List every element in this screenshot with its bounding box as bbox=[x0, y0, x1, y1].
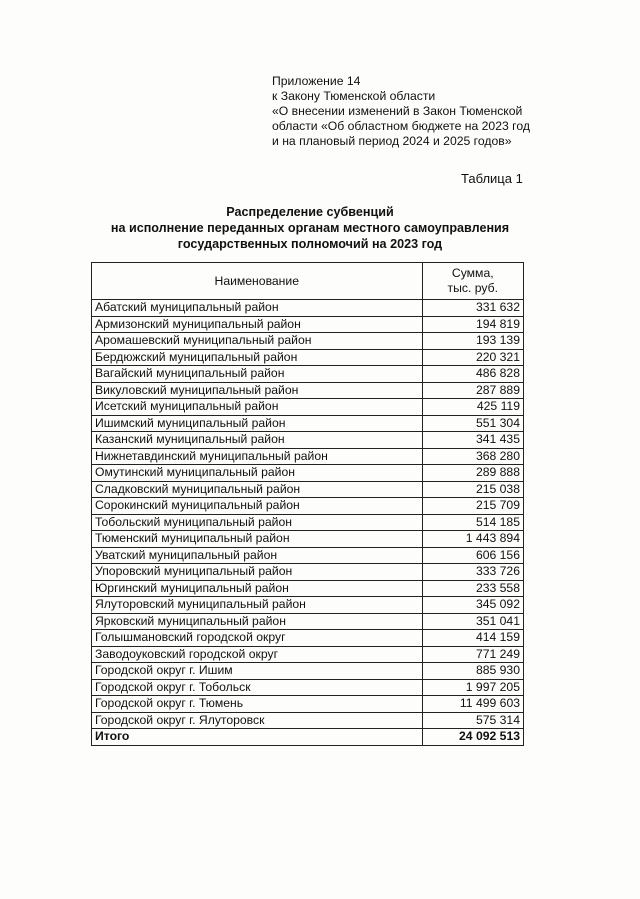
row-sum: 11 499 603 bbox=[422, 696, 523, 713]
table-row bbox=[92, 514, 524, 531]
row-sum: 215 038 bbox=[422, 481, 523, 498]
row-sum: 331 632 bbox=[422, 300, 523, 317]
document-heading bbox=[90, 204, 530, 252]
row-sum: 289 888 bbox=[422, 465, 523, 482]
table-row bbox=[92, 465, 524, 482]
table-row bbox=[92, 366, 524, 383]
header-sum-line: тыс. руб. bbox=[447, 281, 498, 295]
row-sum: 771 249 bbox=[422, 646, 523, 663]
row-sum: 333 726 bbox=[422, 564, 523, 581]
table-number: Таблица 1 bbox=[461, 171, 523, 186]
heading-line: на исполнение переданных органам местного самоуправления bbox=[110, 221, 510, 235]
row-name: Городской округ г. Тюмень bbox=[92, 696, 423, 713]
row-sum: 1 443 894 bbox=[422, 531, 523, 548]
header-sum bbox=[422, 263, 523, 300]
table-row bbox=[92, 564, 524, 581]
row-name: Уватский муниципальный район bbox=[92, 547, 423, 564]
row-name: Ялуторовский муниципальный район bbox=[92, 597, 423, 614]
row-name: Юргинский муниципальный район bbox=[92, 580, 423, 597]
row-sum: 575 314 bbox=[422, 712, 523, 729]
appendix-line: «О внесении изменений в Закон Тюменской bbox=[272, 104, 523, 118]
row-sum: 606 156 bbox=[422, 547, 523, 564]
row-name: Голышмановский городской округ bbox=[92, 630, 423, 647]
table-header-row bbox=[92, 263, 524, 300]
row-sum: 215 709 bbox=[422, 498, 523, 515]
row-name: Сорокинский муниципальный район bbox=[92, 498, 423, 515]
heading-line: Распределение субвенций bbox=[226, 205, 394, 219]
row-sum: 287 889 bbox=[422, 382, 523, 399]
table-row bbox=[92, 448, 524, 465]
table-row bbox=[92, 630, 524, 647]
row-sum: 425 119 bbox=[422, 399, 523, 416]
row-sum: 351 041 bbox=[422, 613, 523, 630]
row-name: Абатский муниципальный район bbox=[92, 300, 423, 317]
row-name: Омутинский муниципальный район bbox=[92, 465, 423, 482]
header-sum-line: Сумма, bbox=[451, 266, 494, 280]
row-name: Армизонский муниципальный район bbox=[92, 316, 423, 333]
row-sum: 194 819 bbox=[422, 316, 523, 333]
appendix-line: и на плановый период 2024 и 2025 годов» bbox=[272, 134, 512, 148]
table-row bbox=[92, 679, 524, 696]
row-sum: 414 159 bbox=[422, 630, 523, 647]
row-sum: 233 558 bbox=[422, 580, 523, 597]
row-sum: 368 280 bbox=[422, 448, 523, 465]
total-sum: 24 092 513 bbox=[422, 729, 523, 746]
row-sum: 193 139 bbox=[422, 333, 523, 350]
row-name: Вагайский муниципальный район bbox=[92, 366, 423, 383]
header-name: Наименование bbox=[92, 263, 423, 300]
table-row bbox=[92, 531, 524, 548]
table-row bbox=[92, 432, 524, 449]
table-row bbox=[92, 316, 524, 333]
heading-line: государственных полномочий на 2023 год bbox=[177, 237, 443, 251]
row-name: Заводоуковский городской округ bbox=[92, 646, 423, 663]
total-label: Итого bbox=[92, 729, 423, 746]
table-row bbox=[92, 663, 524, 680]
table-row bbox=[92, 547, 524, 564]
table-row bbox=[92, 399, 524, 416]
row-sum: 514 185 bbox=[422, 514, 523, 531]
row-sum: 1 997 205 bbox=[422, 679, 523, 696]
row-sum: 486 828 bbox=[422, 366, 523, 383]
table-row bbox=[92, 712, 524, 729]
appendix-line: к Закону Тюменской области bbox=[272, 89, 436, 103]
row-name: Ишимский муниципальный район bbox=[92, 415, 423, 432]
appendix-line: области «Об областном бюджете на 2023 год bbox=[272, 119, 530, 133]
subventions-table bbox=[91, 262, 524, 746]
row-name: Нижнетавдинский муниципальный район bbox=[92, 448, 423, 465]
table-row bbox=[92, 580, 524, 597]
row-name: Городской округ г. Ишим bbox=[92, 663, 423, 680]
row-name: Викуловский муниципальный район bbox=[92, 382, 423, 399]
row-name: Городской округ г. Тобольск bbox=[92, 679, 423, 696]
total-row bbox=[92, 729, 524, 746]
row-name: Ярковский муниципальный район bbox=[92, 613, 423, 630]
table-row bbox=[92, 646, 524, 663]
row-name: Исетский муниципальный район bbox=[92, 399, 423, 416]
row-sum: 345 092 bbox=[422, 597, 523, 614]
table-row bbox=[92, 481, 524, 498]
appendix-line: Приложение 14 bbox=[272, 74, 361, 88]
appendix-note bbox=[272, 74, 572, 149]
row-name: Городской округ г. Ялуторовск bbox=[92, 712, 423, 729]
row-sum: 551 304 bbox=[422, 415, 523, 432]
row-sum: 220 321 bbox=[422, 349, 523, 366]
row-name: Тобольский муниципальный район bbox=[92, 514, 423, 531]
row-name: Тюменский муниципальный район bbox=[92, 531, 423, 548]
row-name: Упоровский муниципальный район bbox=[92, 564, 423, 581]
table-row bbox=[92, 415, 524, 432]
table-row bbox=[92, 696, 524, 713]
row-sum: 341 435 bbox=[422, 432, 523, 449]
table-row bbox=[92, 613, 524, 630]
row-name: Сладковский муниципальный район bbox=[92, 481, 423, 498]
table-body bbox=[92, 300, 524, 729]
table-row bbox=[92, 382, 524, 399]
row-sum: 885 930 bbox=[422, 663, 523, 680]
table-row bbox=[92, 300, 524, 317]
row-name: Казанский муниципальный район bbox=[92, 432, 423, 449]
table-row bbox=[92, 597, 524, 614]
table-row bbox=[92, 333, 524, 350]
table-row bbox=[92, 349, 524, 366]
row-name: Аромашевский муниципальный район bbox=[92, 333, 423, 350]
table-row bbox=[92, 498, 524, 515]
row-name: Бердюжский муниципальный район bbox=[92, 349, 423, 366]
